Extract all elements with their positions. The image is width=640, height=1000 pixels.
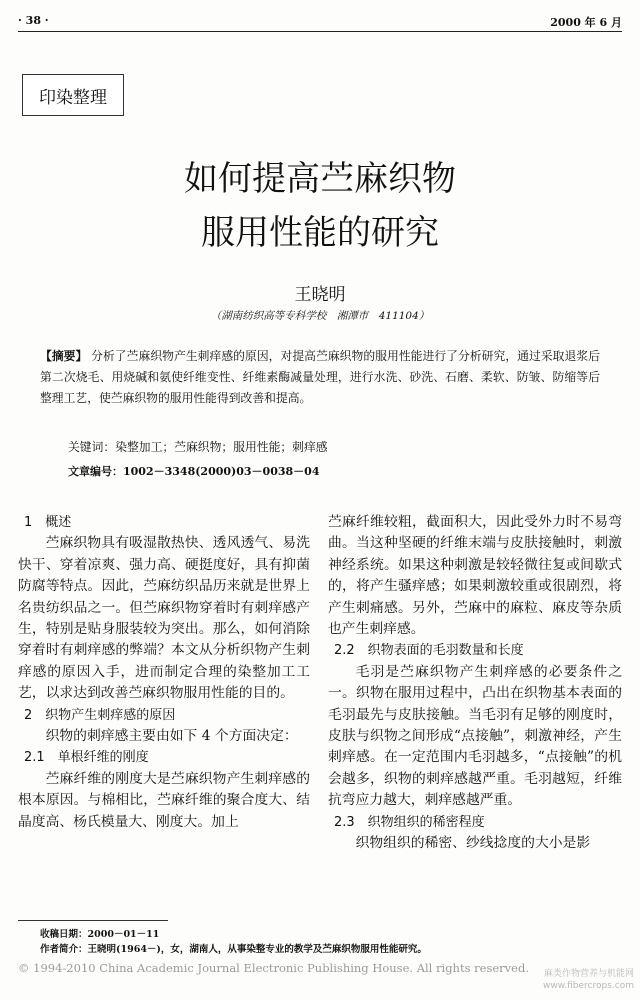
paragraph-fabric-density: 织物组织的稀密、纱线捻度的大小是影 — [355, 835, 591, 852]
heading-causes: 2 织物产生刺痒感的原因 — [24, 707, 176, 723]
heading-overview: 1 概述 — [24, 515, 72, 530]
paragraph-causes: 织物的刺痒感主要由如下 4 个方面决定： — [45, 728, 298, 745]
author-name: 王晓明 — [294, 285, 346, 305]
keywords-text: 染整加工；苎麻织物；服用性能；刺痒感 — [115, 440, 328, 454]
heading-hairiness: 2.2 织物表面的毛羽数量和长度 — [334, 643, 524, 659]
paragraph-fiber-stiffness: 苎麻纤维的刚度大是苎麻织物产生刺痒感的根本原因。与棉相比，苎麻纤维的聚合度大、结晶度高、杨氏模量大、刚度大。加上 — [18, 770, 310, 830]
paragraph-overview: 苎麻织物具有吸湿散热快、透风透气、易洗快干、穿着凉爽、强力高、硬挺度好，具有抑菌防腐等特点。因此，苎麻纺织品历来就是世界上名贵纺织品之一。但苎麻织物穿着时有刺痒感产生，特别是贴身服装较为突出。那么，如何消除穿着时有刺痒感的弊端？本文从分析织物产生刺痒感的原因入手，进而制定合理的染整加工工艺，以求达到改善苎麻织物服用性能的目的。 — [18, 535, 310, 702]
page-number: · 38 · — [18, 14, 49, 27]
paragraph-hairiness: 毛羽是苎麻织物产生刺痒感的必要条件之一。织物在服用过程中，凸出在织物基本表面的毛羽最先与皮肤接触。当毛羽有足够的刚度时，皮肤与织物之间形成“点接触”，刺激神经，产生刺痒感。在一定范围内毛羽越多，“点接触”的机会越多，织物的刺痒感越严重。毛羽越短，纤维抗弯应力越大，刺痒感越严重。 — [328, 663, 622, 809]
header-rule — [18, 31, 622, 32]
abstract-label: 【摘要】 — [40, 349, 88, 363]
abstract-text: 分析了苎麻织物产生刺痒感的原因，对提高苎麻织物的服用性能进行了分析研究，通过采取退浆后第二次烧毛、用烧碱和氨使纤维变性、纤维素酶减量处理，进行水洗、砂洗、石磨、柔软、防皱、防缩等后整理工艺，使苎麻织物的服用性能得到改善和提高。 — [40, 349, 600, 405]
keywords-label: 关键词： — [68, 440, 116, 454]
article-number-value: 1002－3348(2000)03－0038－04 — [123, 465, 320, 478]
title-line-1: 如何提高苎麻织物 — [184, 159, 456, 199]
article-number — [68, 463, 598, 481]
article-number-label: 文章编号： — [68, 465, 123, 478]
paragraph-fiber-stiffness-cont: 苎麻纤维较粗，截面积大，因此受外力时不易弯曲。当这种坚硬的纤维末端与皮肤接触时，刺激神经系统。如果这种刺激是较轻微往复或间歇式的，将产生骚痒感；如果刺激较重或很剧烈，将产生刺痛感。另外，苎麻中的麻粒、麻皮等杂质也产生刺痒感。 — [328, 514, 622, 638]
left-column — [18, 512, 310, 833]
right-column — [328, 512, 622, 855]
author-affiliation: （湖南纺织高等专科学校 湘潭市 411104） — [210, 310, 430, 322]
abstract — [40, 346, 600, 409]
site-watermark — [514, 968, 634, 992]
heading-fabric-density: 2.3 织物组织的稀密程度 — [334, 814, 485, 830]
title-line-2: 服用性能的研究 — [201, 213, 439, 253]
keywords — [68, 437, 598, 458]
heading-fiber-stiffness: 2.1 单根纤维的刚度 — [24, 750, 149, 766]
copyright-notice: © 1994-2010 China Academic Journal Electronic Publishing House. All rights reserved. — [18, 961, 529, 975]
watermark-line-2: www.fibercrops.com — [543, 981, 634, 991]
footnote-received-date: 收稿日期：2000－01－11 — [40, 929, 160, 940]
article-title — [0, 152, 640, 260]
footnote-author-bio: 作者简介：王晓明(1964－)，女，湖南人，从事染整专业的教学及苎麻织物服用性能研究。 — [40, 944, 427, 955]
issue-date: 2000 年 6 月 — [550, 16, 622, 29]
running-header — [18, 12, 622, 28]
watermark-line-1: 麻类作物营养与机能网 — [543, 969, 634, 979]
section-label-box: 印染整理 — [22, 74, 124, 116]
footnote-rule — [18, 920, 168, 921]
